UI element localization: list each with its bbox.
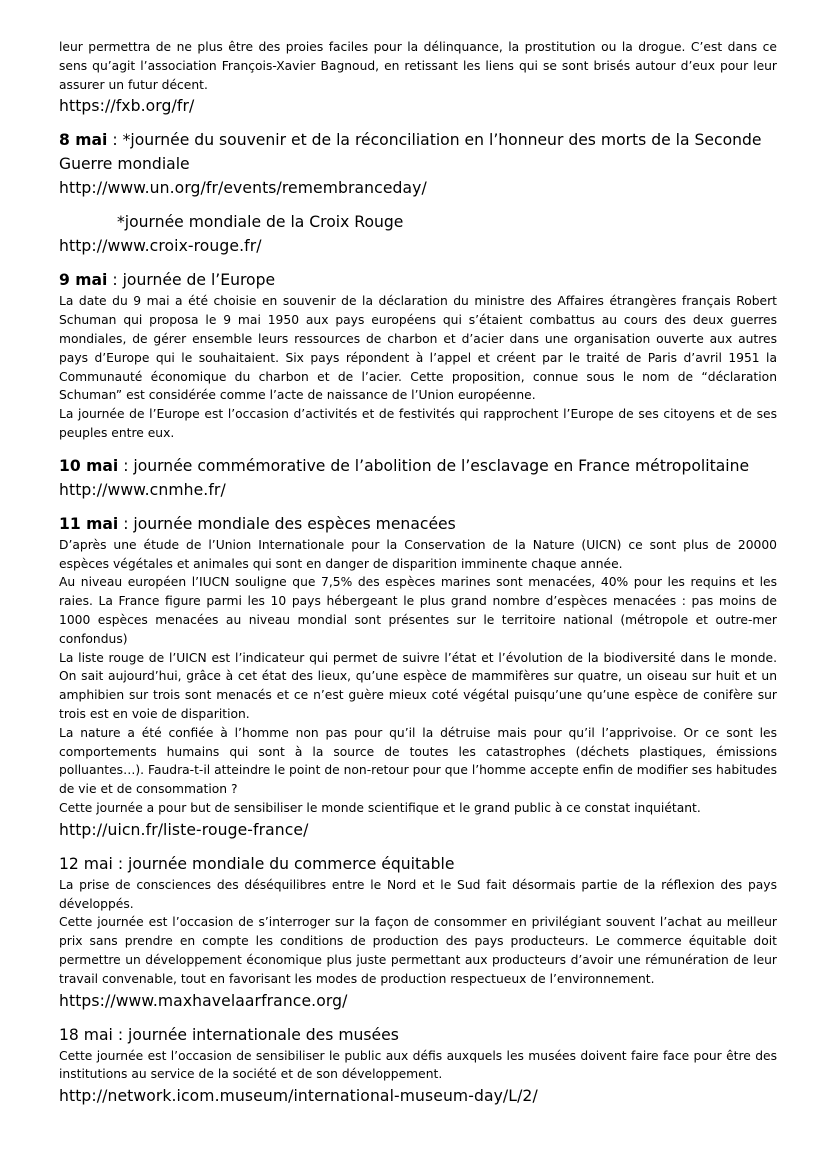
paragraph: La journée de l’Europe est l’occasion d’activités et de festivités qui rapprochent l’Europe de ses citoyens et de ses peuples entre eux. — [59, 407, 777, 440]
paragraph: D’après une étude de l’Union Internationale pour la Conservation de la Nature (UICN) ce sont plus de 20000 espèces végétales et animales qui sont en danger de disparition imminente chaque année. — [59, 537, 777, 571]
section-title: : *journée du souvenir et de la réconciliation en l’honneur des morts de la Seconde Guerre mondiale — [59, 131, 762, 174]
link-fxb[interactable]: https://fxb.org/fr/ — [59, 97, 195, 116]
paragraph: Au niveau européen l’IUCN souligne que 7,5% des espèces marines sont menacées, 40% pour les requins et les raies. La France figure parmi les 10 pays hébergeant le plus grand nombre d’espèces menacées : pas moins de 1000 espèces menacées au niveau mondial sont présentes sur le territoire national (métropole et outre-mer confondus) — [59, 575, 777, 646]
section-may-8 — [59, 128, 777, 258]
link-icom-museum-day[interactable]: http://network.icom.museum/international-museum-day/L/2/ — [59, 1087, 538, 1106]
paragraph: La date du 9 mai a été choisie en souvenir de la déclaration du ministre des Affaires étrangères français Robert Schuman qui proposa le 9 mai 1950 aux pays européens qui s’étaient combattus au cours des deux guerres mondiales, de gérer ensemble leurs ressources de charbon et d’acier dans une organisation ouverte aux autres pays d’Europe qui le souhaitaient. Six pays répondent à l’appel et créent par le traité de Paris d’avril 1951 la Communauté économique du charbon et de l’acier. Cette proposition, connue sous le nom de “déclaration Schuman” est considérée comme l’acte de naissance de l’Union européenne. — [59, 294, 777, 403]
document-page — [59, 38, 777, 1118]
section-may-18 — [59, 1023, 777, 1109]
section-date: 10 mai — [59, 456, 119, 475]
section-heading — [59, 268, 777, 292]
link-cnmhe[interactable]: http://www.cnmhe.fr/ — [59, 480, 226, 499]
intro-paragraph: leur permettra de ne plus être des proies faciles pour la délinquance, la prostitution ou la drogue. C’est dans ce sens qu’agit l’association François-Xavier Bagnoud, en retissant les liens qui se sont brisés autour d’eux pour leur assurer un futur décent. — [59, 40, 777, 92]
link-maxhavelaar[interactable]: https://www.maxhavelaarfrance.org/ — [59, 991, 348, 1010]
paragraph: Cette journée a pour but de sensibiliser le monde scientifique et le grand public à ce constat inquiétant. — [59, 800, 701, 815]
link-un-remembranceday[interactable]: http://www.un.org/fr/events/remembranceday/ — [59, 179, 427, 198]
section-subtitle: *journée mondiale de la Croix Rouge — [117, 213, 404, 232]
section-heading: 18 mai : journée internationale des musées — [59, 1025, 399, 1044]
paragraph: La liste rouge de l’UICN est l’indicateur qui permet de suivre l’état et l’évolution de la biodiversité dans le monde. On sait aujourd’hui, grâce à cet état des lieux, qu’une espèce de mammifères sur quatre, un oiseau sur huit et un amphibien sur trois sont menacés et ce n’est guère mieux coté végétal puisqu’une qu’une espèce de conifère sur trois est en voie de disparition. — [59, 650, 777, 721]
section-title: : journée mondiale des espèces menacées — [118, 514, 456, 533]
paragraph: Cette journée est l’occasion de s’interroger sur la façon de consommer en privilégiant souvent l’achat au meilleur prix sans prendre en compte les conditions de production des pays producteurs. Le commerce équitable doit permettre un développement économique plus juste permettant aux producteurs d’avoir une rémunération de leur travail convenable, tout en favorisant les modes de production respectueux de l’environnement. — [59, 915, 777, 986]
section-date: 11 mai — [59, 514, 119, 533]
paragraph: La nature a été confiée à l’homme non pas pour qu’il la détruise mais pour qu’il l’apprivoise. Or ce sont les comportements humains qui sont à la source de toutes les catastrophes (déchets plastiques, émissions polluantes…). Faudra-t-il atteindre le point de non-retour pour que l’homme accepte enfin de modifier ses habitudes de vie et de consommation ? — [59, 725, 777, 797]
paragraph: Cette journée est l’occasion de sensibiliser le public aux défis auxquels les musées doivent faire face pour être des institutions au service de la société et de son développement. — [59, 1048, 777, 1082]
section-heading — [59, 454, 777, 478]
section-heading — [59, 128, 777, 176]
section-title: : journée de l’Europe — [107, 271, 276, 290]
section-date: 8 mai — [59, 131, 108, 150]
section-heading — [59, 512, 777, 536]
link-uicn[interactable]: http://uicn.fr/liste-rouge-france/ — [59, 820, 309, 839]
section-title: : journée commémorative de l’abolition de l’esclavage en France métropolitaine — [118, 456, 750, 475]
section-date: 9 mai — [59, 271, 108, 290]
link-croix-rouge[interactable]: http://www.croix-rouge.fr/ — [59, 237, 262, 256]
section-may-10 — [59, 454, 777, 502]
section-may-12 — [59, 852, 777, 1013]
section-heading: 12 mai : journée mondiale du commerce équitable — [59, 854, 455, 873]
paragraph: La prise de consciences des déséquilibres entre le Nord et le Sud fait désormais partie de la réflexion des pays développés. — [59, 877, 777, 911]
section-may-11 — [59, 512, 777, 842]
section-may-9 — [59, 268, 777, 444]
